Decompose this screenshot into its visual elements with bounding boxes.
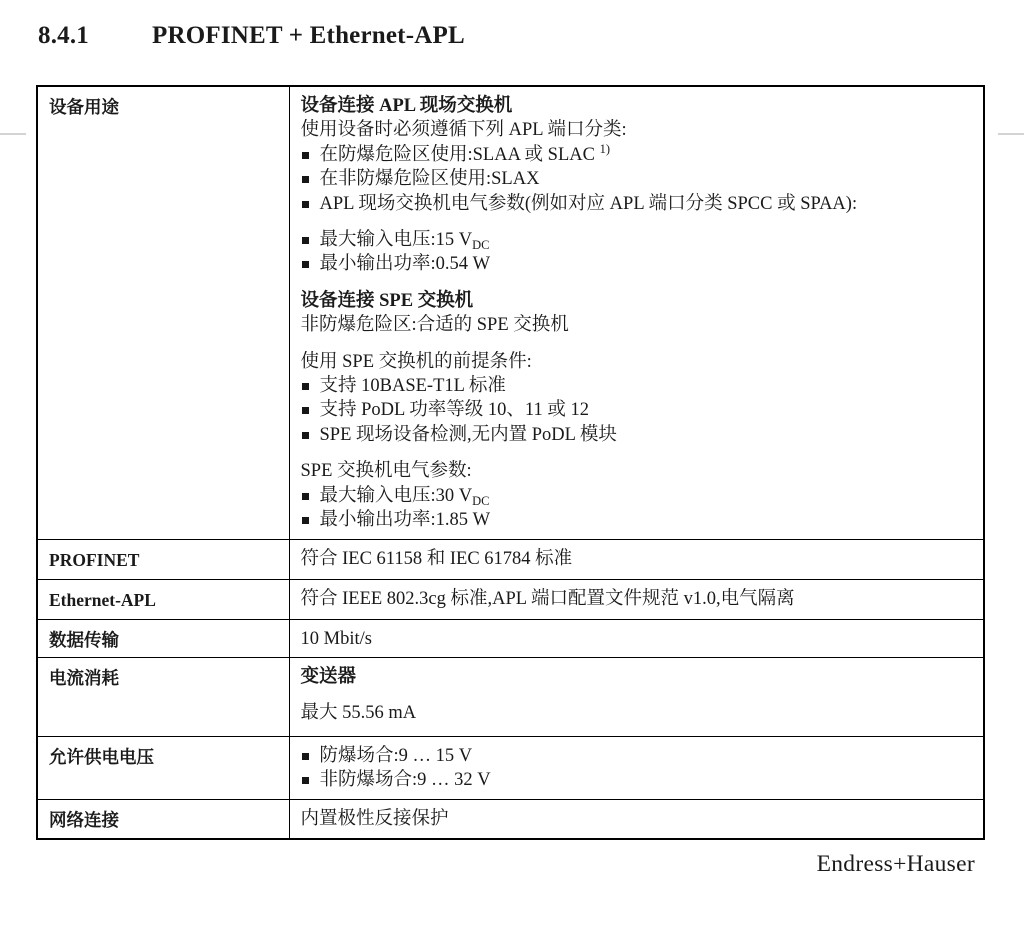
fold-mark-left	[0, 133, 26, 135]
text-segment: 最大输入电压:30 V	[319, 485, 473, 506]
bullet-text	[320, 508, 970, 532]
row-label: 允许供电电压	[37, 736, 289, 799]
fold-mark-right	[998, 133, 1024, 135]
text-segment: SPE 交换机电气参数:	[300, 461, 472, 482]
bullet-list	[301, 374, 970, 447]
content-heading	[301, 289, 970, 313]
text-segment: 最小输出功率:0.54 W	[319, 254, 491, 275]
bullet-item	[301, 398, 970, 422]
table-row	[37, 736, 984, 799]
square-bullet-icon	[302, 201, 309, 208]
text-segment: 最大 55.56 mA	[300, 703, 417, 724]
bullet-text	[320, 192, 970, 216]
square-bullet-icon	[302, 237, 309, 244]
section-heading	[38, 22, 465, 50]
content-paragraph	[301, 807, 970, 831]
bullet-item	[301, 228, 970, 252]
bullet-item	[301, 143, 970, 167]
section-number: 8.4.1	[38, 22, 89, 49]
row-content	[289, 539, 984, 579]
text-segment: 防爆场合:9 … 15 V	[319, 745, 473, 766]
row-content	[289, 86, 984, 539]
bullet-text	[320, 768, 970, 792]
bullet-text	[320, 228, 970, 252]
text-segment: 在防爆危险区使用:SLAA 或 SLAC	[319, 144, 600, 165]
text-segment: APL 现场交换机电气参数(例如对应 APL 端口分类 SPCC 或 SPAA):	[319, 193, 858, 214]
row-label: PROFINET	[37, 539, 289, 579]
content-paragraph	[301, 701, 970, 725]
bullet-item	[301, 484, 970, 508]
text-segment: 内置极性反接保护	[300, 808, 449, 829]
bullet-item	[301, 374, 970, 398]
content-heading	[301, 94, 970, 118]
row-label: 电流消耗	[37, 657, 289, 736]
bullet-item	[301, 423, 970, 447]
content-paragraph	[301, 627, 970, 651]
bullet-item	[301, 508, 970, 532]
square-bullet-icon	[302, 493, 309, 500]
row-label: 数据传输	[37, 619, 289, 657]
footnote-marker: 1)	[599, 141, 611, 156]
bullet-list	[301, 228, 970, 277]
row-label: 网络连接	[37, 799, 289, 839]
table-row	[37, 619, 984, 657]
bullet-text	[320, 167, 970, 191]
bullet-list	[301, 744, 970, 793]
bullet-text	[320, 143, 970, 167]
square-bullet-icon	[302, 383, 309, 390]
content-paragraph	[301, 350, 970, 374]
subscript-text: DC	[472, 493, 490, 508]
square-bullet-icon	[302, 152, 309, 159]
footer-brand: Endress+Hauser	[816, 851, 975, 877]
bullet-item	[301, 768, 970, 792]
content-paragraph	[301, 459, 970, 483]
section-title: PROFINET + Ethernet-APL	[152, 22, 465, 49]
square-bullet-icon	[302, 261, 309, 268]
text-segment: 符合 IEEE 802.3cg 标准,APL 端口配置文件规范 v1.0,电气隔离	[300, 588, 795, 609]
row-label: Ethernet-APL	[37, 579, 289, 619]
text-segment: 10 Mbit/s	[300, 628, 372, 649]
square-bullet-icon	[302, 407, 309, 414]
text-segment: 非防爆场合:9 … 32 V	[319, 770, 491, 791]
text-segment: 符合 IEC 61158 和 IEC 61784 标准	[300, 548, 573, 569]
row-content	[289, 736, 984, 799]
square-bullet-icon	[302, 777, 309, 784]
content-paragraph	[301, 547, 970, 571]
content-paragraph	[301, 118, 970, 142]
bullet-text	[320, 398, 970, 422]
square-bullet-icon	[302, 176, 309, 183]
bullet-list	[301, 143, 970, 216]
text-segment: 最小输出功率:1.85 W	[319, 510, 491, 531]
spec-table	[36, 85, 985, 840]
square-bullet-icon	[302, 432, 309, 439]
text-segment: 支持 10BASE-T1L 标准	[319, 376, 506, 397]
bullet-item	[301, 192, 970, 216]
bullet-item	[301, 744, 970, 768]
row-content	[289, 799, 984, 839]
row-content	[289, 579, 984, 619]
content-paragraph	[301, 313, 970, 337]
bullet-text	[320, 744, 970, 768]
text-segment: SPE 现场设备检测,无内置 PoDL 模块	[319, 424, 617, 445]
text-segment: 最大输入电压:15 V	[319, 230, 473, 251]
row-content	[289, 657, 984, 736]
table-row	[37, 579, 984, 619]
bullet-item	[301, 252, 970, 276]
text-segment: 变送器	[300, 666, 357, 687]
text-segment: 设备连接 APL 现场交换机	[300, 96, 513, 116]
content-paragraph	[301, 587, 970, 611]
square-bullet-icon	[302, 517, 309, 524]
bullet-text	[320, 484, 970, 508]
row-content	[289, 619, 984, 657]
bullet-text	[320, 252, 970, 276]
text-segment: 使用设备时必须遵循下列 APL 端口分类:	[300, 120, 627, 141]
table-row	[37, 539, 984, 579]
table-row	[37, 86, 984, 539]
bullet-text	[320, 423, 970, 447]
bullet-list	[301, 484, 970, 533]
spec-table-body	[37, 86, 984, 839]
text-segment: 在非防爆危险区使用:SLAX	[319, 169, 540, 190]
table-row	[37, 657, 984, 736]
subscript-text: DC	[472, 238, 490, 253]
row-label: 设备用途	[37, 86, 289, 539]
text-segment: 设备连接 SPE 交换机	[300, 290, 474, 311]
bullet-text	[320, 374, 970, 398]
text-segment: 使用 SPE 交换机的前提条件:	[300, 351, 532, 372]
content-heading	[301, 665, 970, 689]
bullet-item	[301, 167, 970, 191]
square-bullet-icon	[302, 753, 309, 760]
text-segment: 支持 PoDL 功率等级 10、11 或 12	[319, 400, 589, 421]
text-segment: 非防爆危险区:合适的 SPE 交换机	[300, 315, 569, 336]
table-row	[37, 799, 984, 839]
